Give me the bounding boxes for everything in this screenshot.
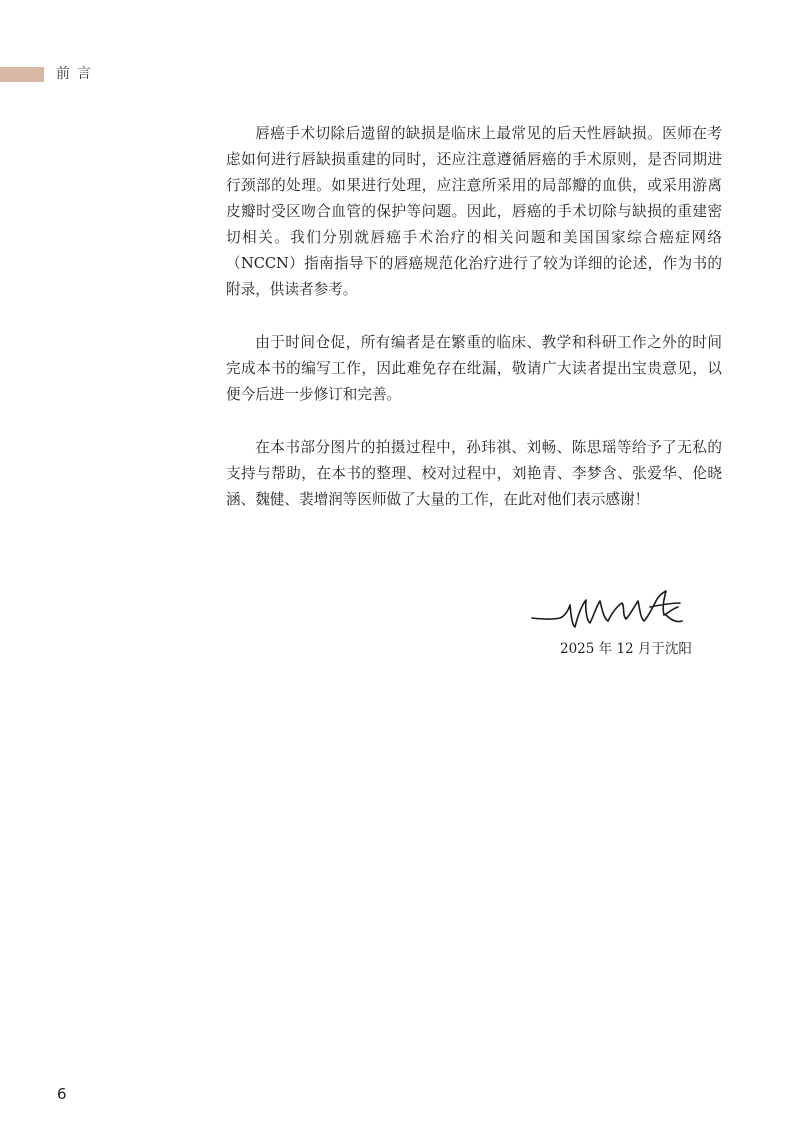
header-accent-bar xyxy=(0,67,44,82)
paragraph-3: 在本书部分图片的拍摄过程中，孙玮祺、刘畅、陈思瑶等给予了无私的支持与帮助，在本书的整理、校对过程中，刘艳青、李梦含、张爱华、伦晓涵、魏健、裴增润等医师做了大量的工作，在此对他们表示感谢！ xyxy=(226,439,722,508)
page-number: 6 xyxy=(57,1085,67,1103)
handwritten-signature xyxy=(530,585,695,633)
paragraph-2: 由于时间仓促，所有编者是在繁重的临床、教学和科研工作之外的时间完成本书的编写工作，因此难免存在纰漏，敬请广大读者提出宝贵意见，以便今后进一步修订和完善。 xyxy=(226,334,722,403)
signature-icon xyxy=(530,585,695,633)
date-place: 2025 年 12 月于沈阳 xyxy=(560,641,692,657)
preface-body xyxy=(226,121,722,540)
section-title: 前言 xyxy=(56,66,98,82)
paragraph-1: 唇癌手术切除后遗留的缺损是临床上最常见的后天性唇缺损。医师在考虑如何进行唇缺损重建的同时，还应注意遵循唇癌的手术原则，是否同期进行颈部的处理。如果进行处理，应注意所采用的局部瓣的血供，或采用游离皮瓣时受区吻合血管的保护等问题。因此，唇癌的手术切除与缺损的重建密切相关。我们分别就唇癌手术治疗的相关问题和美国国家综合癌症网络（NCCN）指南指导下的唇癌规范化治疗进行了较为详细的论述，作为书的附录，供读者参考。 xyxy=(226,125,722,298)
